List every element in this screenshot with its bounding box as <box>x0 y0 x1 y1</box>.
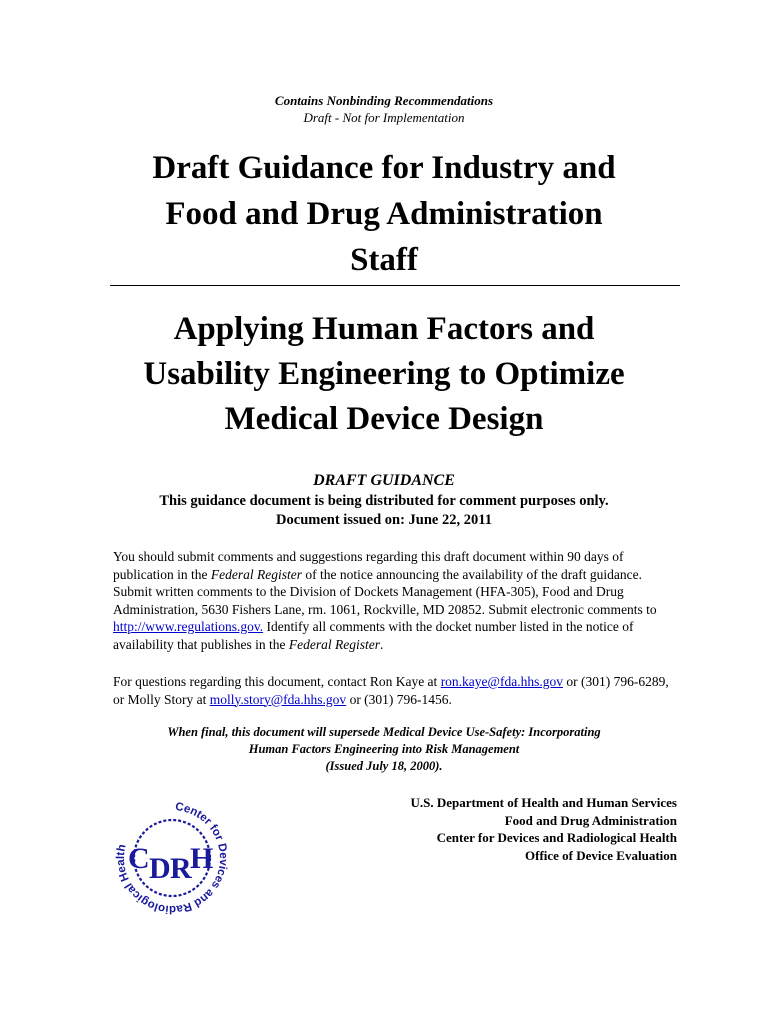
contacts-paragraph <box>113 673 683 708</box>
logo-letter-h: H <box>190 842 214 875</box>
federal-register-italic: Federal Register <box>288 636 380 652</box>
supersede-line: Human Factors Engineering into Risk Management <box>248 742 520 756</box>
comments-paragraph <box>113 548 683 653</box>
cdrh-logo <box>112 798 232 918</box>
comments-text: You should submit comments and suggestions regarding this draft document within 90 days of publication in the <box>113 549 624 582</box>
supersede-line: (Issued July 18, 2000). <box>325 759 443 773</box>
subtitle-line: Medical Device Design <box>224 401 544 437</box>
ron-kaye-email-link[interactable]: ron.kaye@fda.hhs.gov <box>440 674 563 689</box>
agency-line: Food and Drug Administration <box>504 812 677 828</box>
draft-guidance-label: DRAFT GUIDANCE <box>313 472 455 489</box>
nonbinding-notice: Contains Nonbinding Recommendations <box>274 93 494 108</box>
supersede-notice <box>0 724 768 775</box>
comments-text: . <box>379 636 384 652</box>
comments-text: of the notice announcing the availability of the draft guidance. Submit written comments to the Division of Dockets Management (HFA-305), Food and Drug Administration, 5630 Fishers Lane, rm. 1061, Rockville, MD 20852. Submit electronic comments to <box>113 566 657 617</box>
cdrh-logo-graphic <box>112 798 232 918</box>
comments-text: Identify all comments with the docket number listed in the notice of availability that publishes in the <box>113 619 634 652</box>
draft-guidance-block <box>0 470 768 530</box>
agency-line: Office of Device Evaluation <box>525 847 677 863</box>
distribution-purpose: This guidance document is being distributed for comment purposes only. <box>159 493 609 509</box>
draft-notice: Draft - Not for Implementation <box>303 110 465 125</box>
molly-story-email-link[interactable]: molly.story@fda.hhs.gov <box>209 691 347 707</box>
logo-letter-r: R <box>170 852 192 885</box>
issue-date: Document issued on: June 22, 2011 <box>276 512 492 528</box>
contacts-text: or (301) 796-6289, or Molly Story at <box>113 674 669 707</box>
contacts-text: or (301) 796-1456. <box>346 691 452 707</box>
agency-line: U.S. Department of Health and Human Services <box>410 795 677 810</box>
agency-line: Center for Devices and Radiological Health <box>436 830 677 845</box>
agency-block <box>411 794 678 864</box>
subtitle-line: Usability Engineering to Optimize <box>143 356 625 392</box>
page-header <box>0 92 768 126</box>
contacts-text: For questions regarding this document, contact Ron Kaye at <box>113 674 441 689</box>
regulations-link[interactable]: http://www.regulations.gov. <box>113 619 264 634</box>
title-line: Staff <box>350 242 418 278</box>
document-subtitle <box>60 307 708 442</box>
subtitle-line: Applying Human Factors and <box>173 311 595 347</box>
logo-letter-c: C <box>128 842 150 875</box>
title-line: Food and Drug Administration <box>165 196 603 232</box>
title-divider <box>110 285 680 286</box>
federal-register-italic: Federal Register <box>210 566 302 582</box>
logo-ring-textpath: Center for Devices and Radiological Health <box>114 801 230 916</box>
supersede-line: When final, this document will supersede Medical Device Use-Safety: Incorporating <box>167 725 601 739</box>
document-title <box>60 145 708 283</box>
title-line: Draft Guidance for Industry and <box>152 150 616 186</box>
logo-letter-d: D <box>149 852 171 885</box>
